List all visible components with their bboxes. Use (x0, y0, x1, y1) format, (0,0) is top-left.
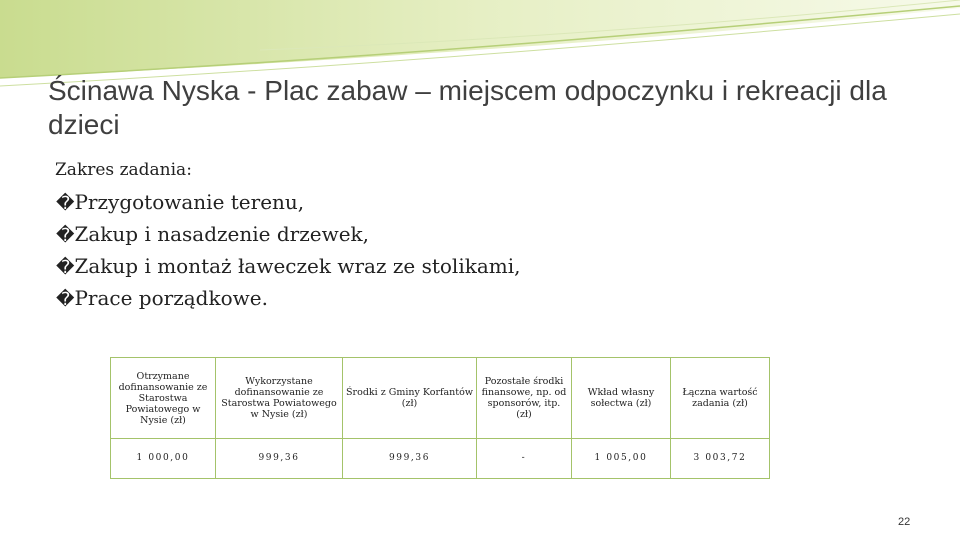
bullet-icon: � (56, 193, 75, 214)
task-item-text: Prace porządkowe. (74, 286, 268, 310)
task-item (56, 282, 520, 314)
task-item-text: Zakup i nasadzenie drzewek, (74, 222, 370, 246)
task-item-text: Zakup i montaż ławeczek wraz ze stolikami, (74, 254, 521, 278)
header-municipality-funds: Środki z Gminy Korfantów (zł) (343, 358, 477, 439)
bullet-icon: � (56, 225, 75, 246)
value-municipality-funds: 999,36 (343, 439, 477, 479)
task-scope-label: Zakres zadania: (55, 160, 192, 180)
value-received-funding: 1 000,00 (111, 439, 216, 479)
task-item-text: Przygotowanie terenu, (74, 190, 305, 214)
value-total: 3 003,72 (671, 439, 770, 479)
bullet-icon: � (56, 289, 75, 310)
task-item (56, 186, 520, 218)
task-list (56, 186, 520, 314)
value-other-funds: - (477, 439, 572, 479)
header-own-contribution: Wkład własny sołectwa (zł) (572, 358, 671, 439)
header-other-funds: Pozostałe środki finansowe, np. od sponsorów, itp. (zł) (477, 358, 572, 439)
table-header-row (111, 358, 770, 439)
slide-title: Ścinawa Nyska - Plac zabaw – miejscem odpoczynku i rekreacji dla dzieci (48, 75, 887, 140)
header-total-value: Łączna wartość zadania (zł) (671, 358, 770, 439)
header-received-funding: Otrzymane dofinansowanie ze Starostwa Powiatowego w Nysie (zł) (111, 358, 216, 439)
funding-table (110, 357, 770, 479)
table-row (111, 439, 770, 479)
page-number: 22 (898, 516, 911, 528)
bullet-icon: � (56, 257, 75, 278)
task-item (56, 218, 520, 250)
value-own-contribution: 1 005,00 (572, 439, 671, 479)
header-used-funding: Wykorzystane dofinansowanie ze Starostwa Powiatowego w Nysie (zł) (216, 358, 343, 439)
value-used-funding: 999,36 (216, 439, 343, 479)
task-item (56, 250, 520, 282)
